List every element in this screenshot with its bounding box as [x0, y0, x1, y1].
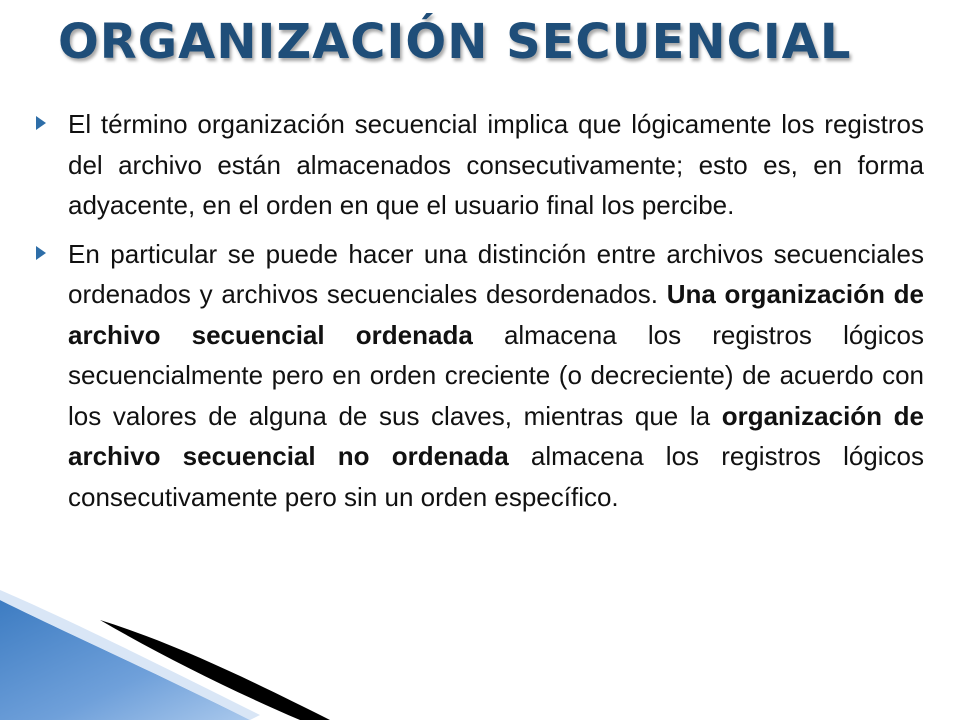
- corner-black-swoosh: [100, 620, 330, 720]
- bullet-2-bold-term-1: Una organización de archivo secuencial ordenada: [68, 279, 924, 350]
- slide-title: ORGANIZACIÓN SECUENCIAL: [58, 14, 852, 70]
- corner-swoosh-decoration: [0, 590, 340, 720]
- bullet-2-segment-3: almacena los registros lógicos secuencialmente pero en orden creciente (o decreciente) de acuerdo con los valores de alguna de sus claves, mientras que la: [68, 319, 924, 431]
- corner-blue-swoosh: [0, 600, 250, 720]
- triangle-bullet-icon: [36, 246, 46, 260]
- bullet-2-segment-1: En particular se puede hacer una distinción entre archivos secuenciales ordenados y archivos secuenciales desordenados.: [68, 238, 924, 309]
- corner-light-stripe: [0, 590, 260, 720]
- bullet-2-segment-5: almacena los registros lógicos consecutivamente pero sin un orden específico.: [68, 441, 925, 512]
- bullet-item-2: [36, 234, 924, 518]
- bullet-item-1: [36, 104, 924, 226]
- triangle-bullet-icon: [36, 116, 46, 130]
- bullet-text-1: [68, 104, 924, 226]
- bullet-2-bold-term-2: organización de archivo secuencial no ordenada: [68, 400, 925, 471]
- bullet-1-segment-1: El término organización secuencial implica que lógicamente los registros del archivo están almacenados consecutivamente; esto es, en forma adyacente, en el orden en que el usuario final los percibe.: [68, 109, 924, 220]
- slide-body: [36, 104, 924, 525]
- bullet-text-2: [68, 234, 924, 518]
